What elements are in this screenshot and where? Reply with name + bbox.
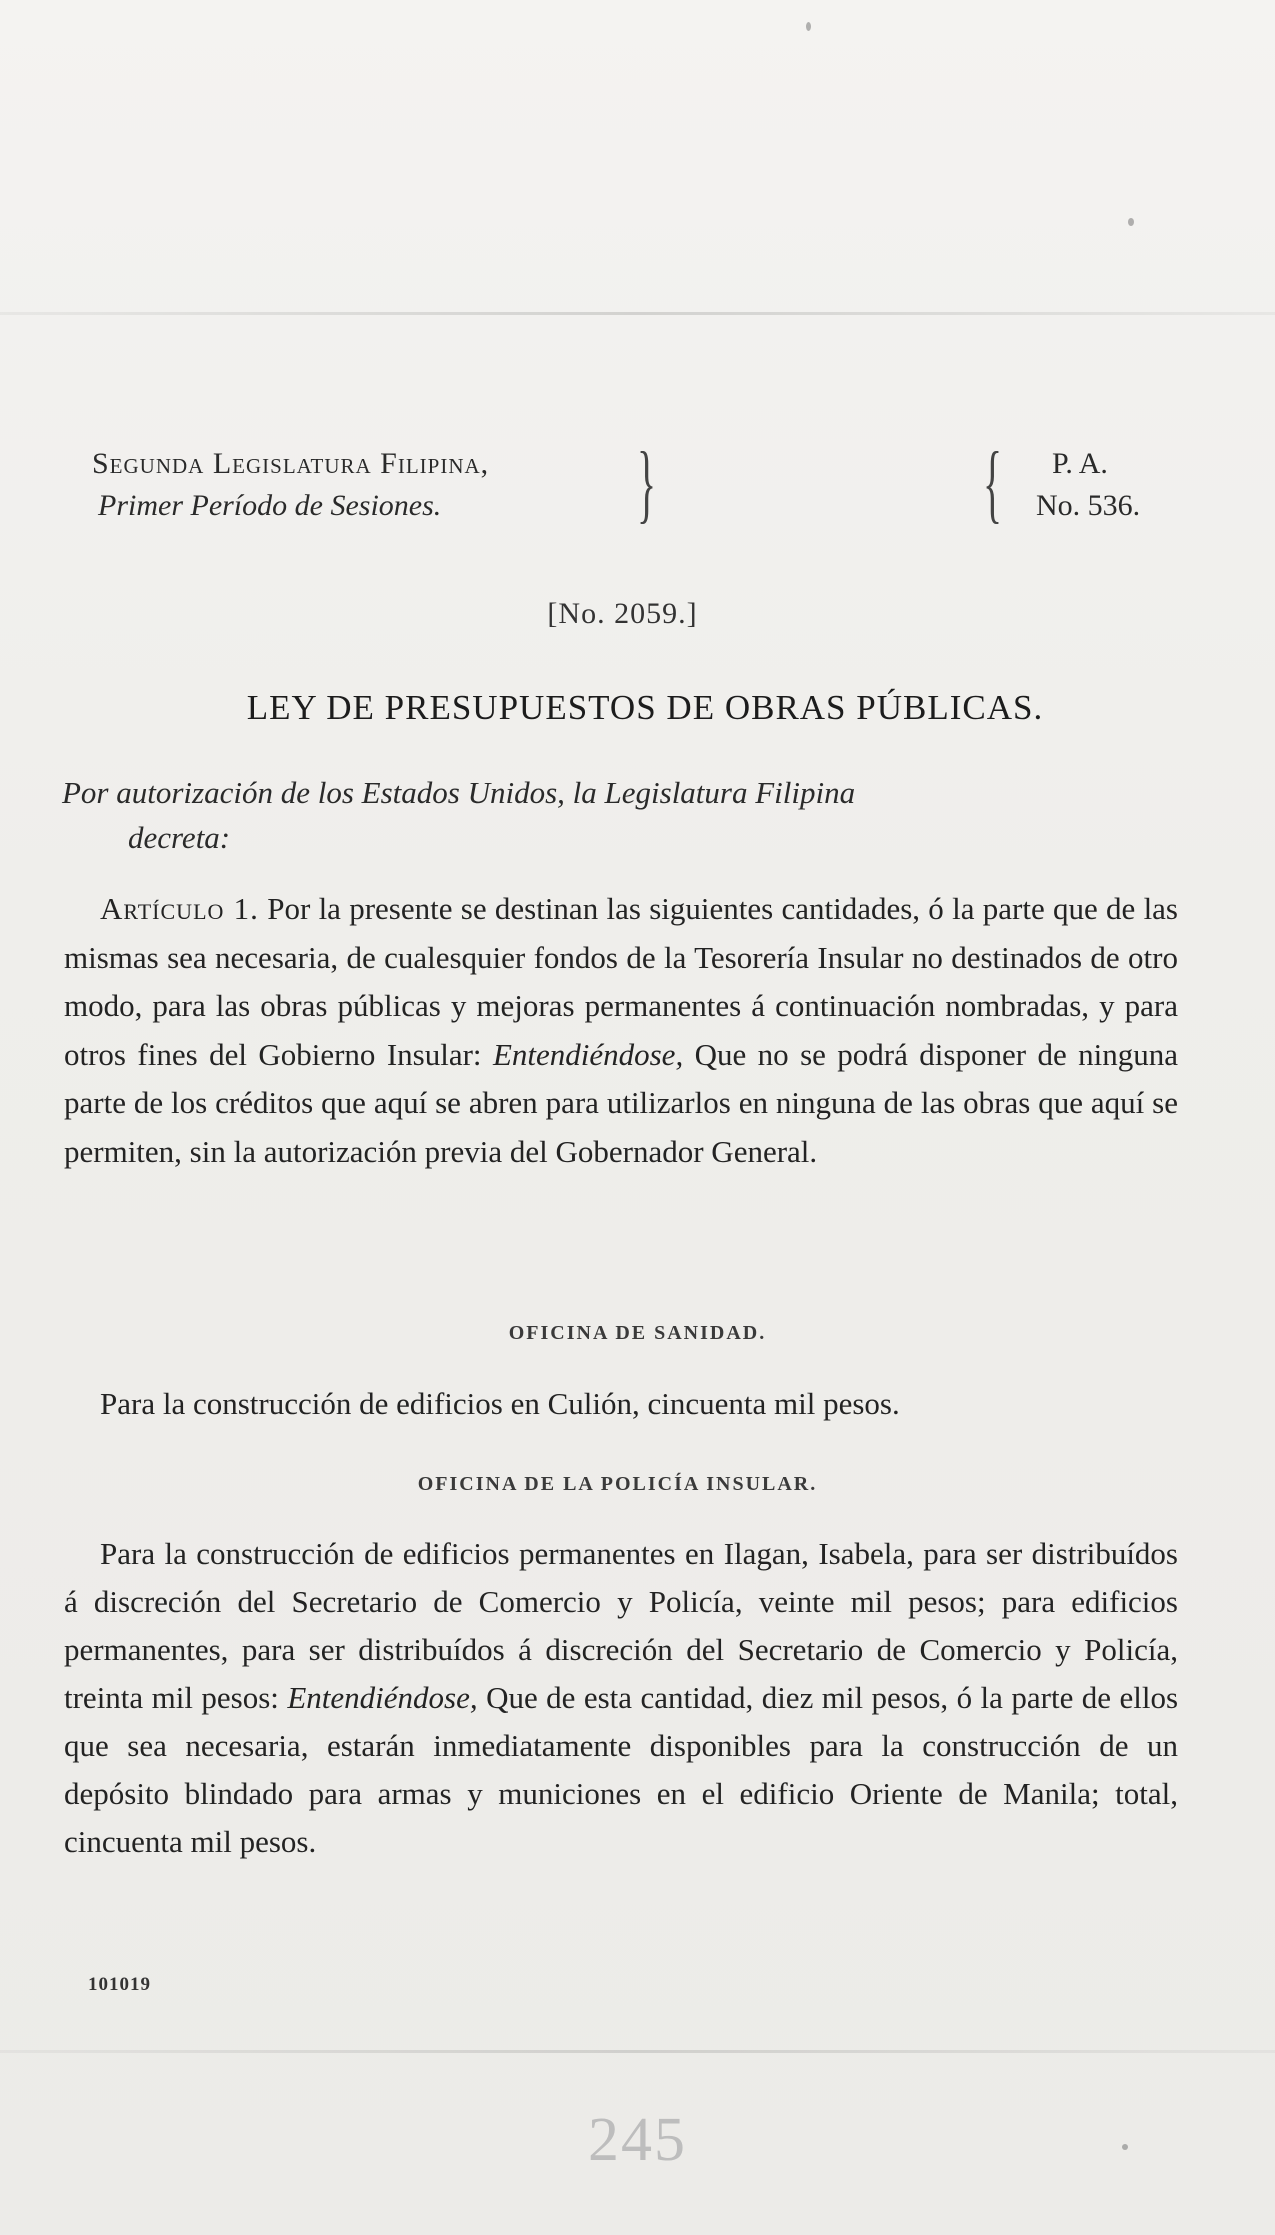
section-text: Para la construcción de edificios permanentes en Ilagan, Isabela, para ser distribuídos á discreción del Secretario de Comercio y Policía, veinte mil pesos; para edificios permanentes, para ser distribuídos á discreción del Secretario de Comercio y Policía, treinta mil pesos: — [64, 1536, 1178, 1715]
legislature-header — [92, 443, 489, 527]
proviso-keyword: Entendiéndose, — [492, 1036, 684, 1072]
article-text: Por la presente se destinan las siguientes cantidades, ó la parte que de las mismas sea necesaria, de cualesquier fondos de la Tesorería Insular no destinados de otro modo, para las obras públicas y mejoras permanentes á continuación nombradas, y para otros fines del Gobierno Insular: — [64, 891, 1178, 1072]
session-period: Primer Período de Sesiones. — [98, 489, 442, 522]
legislature-name: Segunda Legislatura Filipina, — [92, 447, 490, 480]
enacting-clause — [62, 770, 1182, 860]
proviso-keyword: Entendiéndose, — [287, 1680, 478, 1715]
section-heading: OFICINA DE LA POLICÍA INSULAR. — [417, 1473, 818, 1495]
brace-glyph: } — [637, 435, 657, 532]
section-heading: OFICINA DE SANIDAD. — [508, 1322, 767, 1344]
article-paragraph — [64, 885, 1178, 1176]
article-text-proviso: Que no se podrá disponer de ninguna parte de los créditos que aquí se abren para utilizarlos en ninguna de las obras que aquí se permiten, sin la autorización previa del Gobernador General. — [64, 1036, 1178, 1169]
enacting-clause-line2: decreta: — [128, 820, 231, 855]
act-number: [No. 2059.] — [547, 597, 698, 630]
enacting-clause-line1: Por autorización de los Estados Unidos, la Legislatura Filipina — [62, 775, 856, 810]
bill-type: P. A. — [1052, 447, 1108, 480]
page-number: 245 — [588, 2106, 687, 2174]
page-title: LEY DE PRESUPUESTOS DE OBRAS PÚBLICAS. — [246, 688, 1044, 727]
section-paragraph: Para la construcción de edificios en Culión, cincuenta mil pesos. — [100, 1386, 900, 1421]
bill-reference-header — [1036, 443, 1140, 527]
article-label: Artículo 1. — [100, 891, 259, 926]
section-paragraph — [64, 1530, 1178, 1866]
brace-glyph: { — [983, 435, 1003, 532]
section-text-proviso: Que de esta cantidad, diez mil pesos, ó la parte de ellos que sea necesaria, estarán inmediatamente disponibles para la construcción de un depósito blindado para armas y municiones en el edificio Oriente de Manila; total, cincuenta mil pesos. — [64, 1680, 1179, 1859]
bill-reference-number: No. 536. — [1036, 489, 1141, 522]
print-reference-code: 101019 — [88, 1974, 151, 1995]
